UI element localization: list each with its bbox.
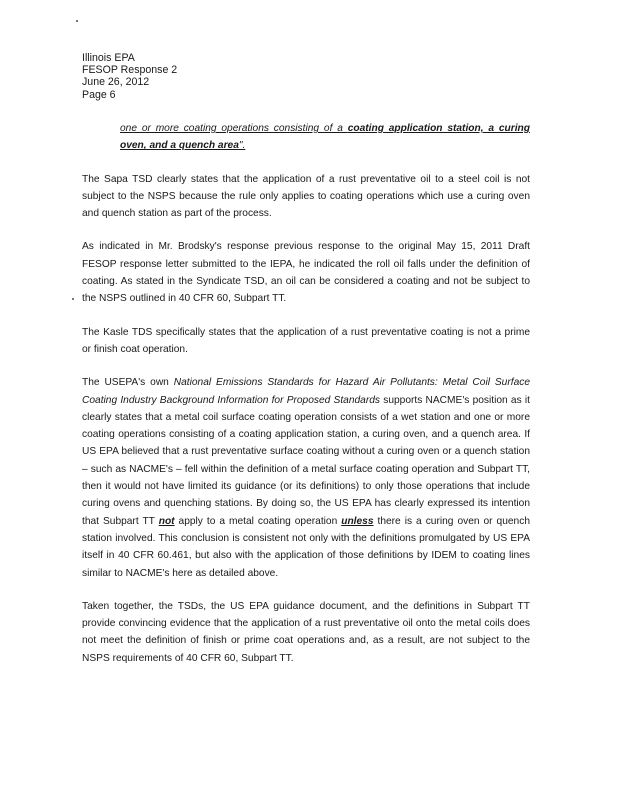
paragraph-usepa-guidance: [82, 374, 530, 582]
letter-header: [82, 52, 177, 101]
header-subject: FESOP Response 2: [82, 64, 178, 77]
emphasis-unless: unless: [341, 515, 374, 527]
header-date: June 26, 2012: [82, 76, 150, 89]
text-segment: supports NACME's position as it clearly states that a metal coil surface coating operation consists of a wet station and one or more coating operations consisting of a coating application station, a curing oven, and a quench area. If US EPA believed that a rust preventative surface coating without a curing oven or a quench station – such as NACME's – fell within the definition of a metal surface coating operation and Subpart TT, then it would not have limited its guidance (or its definitions) to only those operations that include curing ovens and quenching stations. By doing so, the US EPA has clearly expressed its intention that Subpart TT: [82, 394, 531, 527]
document-body: [82, 120, 530, 683]
quoted-definition: [120, 120, 530, 155]
header-page-number: Page 6: [82, 88, 116, 101]
text-segment: The USEPA's own: [82, 377, 174, 389]
scan-speck: [76, 20, 78, 22]
header-agency: Illinois EPA: [82, 52, 135, 64]
text-segment: apply to a metal coating operation: [174, 515, 342, 527]
document-title-italic: National Emissions Standards for Hazard Air Pollutants: Metal Coil Surface Coating Industry Background Information for Proposed Standards: [82, 377, 530, 406]
quote-text-end: ".: [238, 140, 246, 152]
quote-text-emphasis: coating application station, a curing oven, and a quench area: [120, 123, 530, 152]
paragraph-sapa-tsd: The Sapa TSD clearly states that the application of a rust preventative oil to a steel coil is not subject to the NSPS because the rule only applies to coating operations which use a curing oven and quench station as part of the process.: [82, 173, 530, 220]
text-segment: there is a curing oven or quench station involved. This conclusion is consistent not only with the definitions promulgated by US EPA itself in 40 CFR 60.461, but also with the application of those definitions by IDEM to coating lines similar to NACME's here as detailed above.: [82, 515, 530, 579]
quote-text-start: one or more coating operations consisting of a: [120, 123, 348, 134]
paragraph-conclusion: Taken together, the TSDs, the US EPA guidance document, and the definitions in Subpart TT provide convincing evidence that the application of a rust preventative oil onto the metal coils does not meet the definition of finish or prime coat operations and, as a result, are not subject to the NSPS requirements of 40 CFR 60, Subpart TT.: [82, 600, 530, 664]
paragraph-kasle-tds: The Kasle TDS specifically states that the application of a rust preventative coating is not a prime or finish coat operation.: [82, 326, 530, 355]
paragraph-brodsky-response: As indicated in Mr. Brodsky's response previous response to the original May 15, 2011 Draft FESOP response letter submitted to the IEPA, he indicated the roll oil falls under the definition of coating. As stated in the Syndicate TSD, an oil can be considered a coating and not be subject to the NSPS outlined in 40 CFR 60, Subpart TT.: [82, 241, 530, 305]
scan-speck: [72, 298, 74, 300]
emphasis-not: not: [158, 515, 175, 527]
